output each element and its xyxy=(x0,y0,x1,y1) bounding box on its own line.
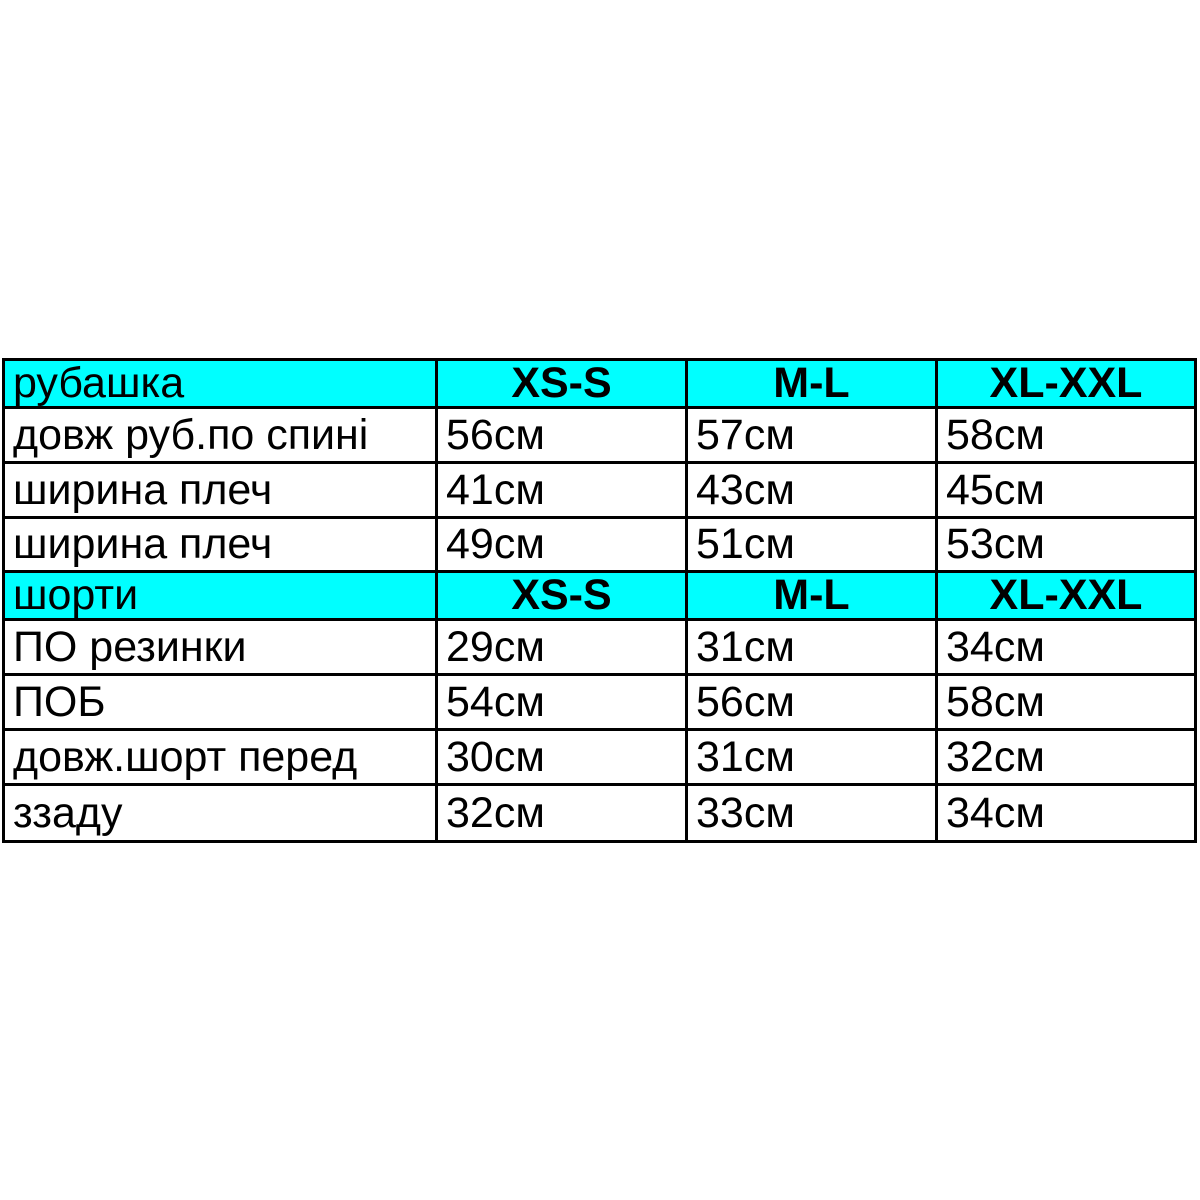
measurement-label-cell: довж руб.по спині xyxy=(5,409,438,464)
measurement-value-cell: 49см xyxy=(438,519,688,573)
measurement-label-cell: ширина плеч xyxy=(5,519,438,573)
measurement-label-cell: ширина плеч xyxy=(5,464,438,519)
measurement-value-cell: 34см xyxy=(938,786,1194,840)
measurement-value-cell: 32см xyxy=(438,786,688,840)
measurement-value-cell: 31см xyxy=(688,621,938,676)
measurement-label-cell: ПО резинки xyxy=(5,621,438,676)
section-title-cell: рубашка xyxy=(5,361,438,409)
measurement-value-cell: 56см xyxy=(438,409,688,464)
measurement-label-cell: ззаду xyxy=(5,786,438,840)
measurement-value-cell: 56см xyxy=(688,676,938,731)
measurement-value-cell: 33см xyxy=(688,786,938,840)
measurement-value-cell: 30см xyxy=(438,731,688,786)
measurement-label-cell: довж.шорт перед xyxy=(5,731,438,786)
measurement-value-cell: 34см xyxy=(938,621,1194,676)
measurement-value-cell: 29см xyxy=(438,621,688,676)
measurement-value-cell: 43см xyxy=(688,464,938,519)
measurement-value-cell: 53см xyxy=(938,519,1194,573)
measurement-value-cell: 58см xyxy=(938,676,1194,731)
size-header-cell: M-L xyxy=(688,573,938,621)
measurement-value-cell: 31см xyxy=(688,731,938,786)
measurement-value-cell: 32см xyxy=(938,731,1194,786)
measurement-value-cell: 57см xyxy=(688,409,938,464)
measurement-value-cell: 54см xyxy=(438,676,688,731)
size-header-cell: XS-S xyxy=(438,361,688,409)
size-header-cell: M-L xyxy=(688,361,938,409)
measurement-label-cell: ПОБ xyxy=(5,676,438,731)
section-title-cell: шорти xyxy=(5,573,438,621)
size-header-cell: XS-S xyxy=(438,573,688,621)
measurement-value-cell: 45см xyxy=(938,464,1194,519)
size-header-cell: XL-XXL xyxy=(938,573,1194,621)
size-header-cell: XL-XXL xyxy=(938,361,1194,409)
measurement-value-cell: 41см xyxy=(438,464,688,519)
size-table xyxy=(2,358,1197,843)
measurement-value-cell: 51см xyxy=(688,519,938,573)
measurement-value-cell: 58см xyxy=(938,409,1194,464)
